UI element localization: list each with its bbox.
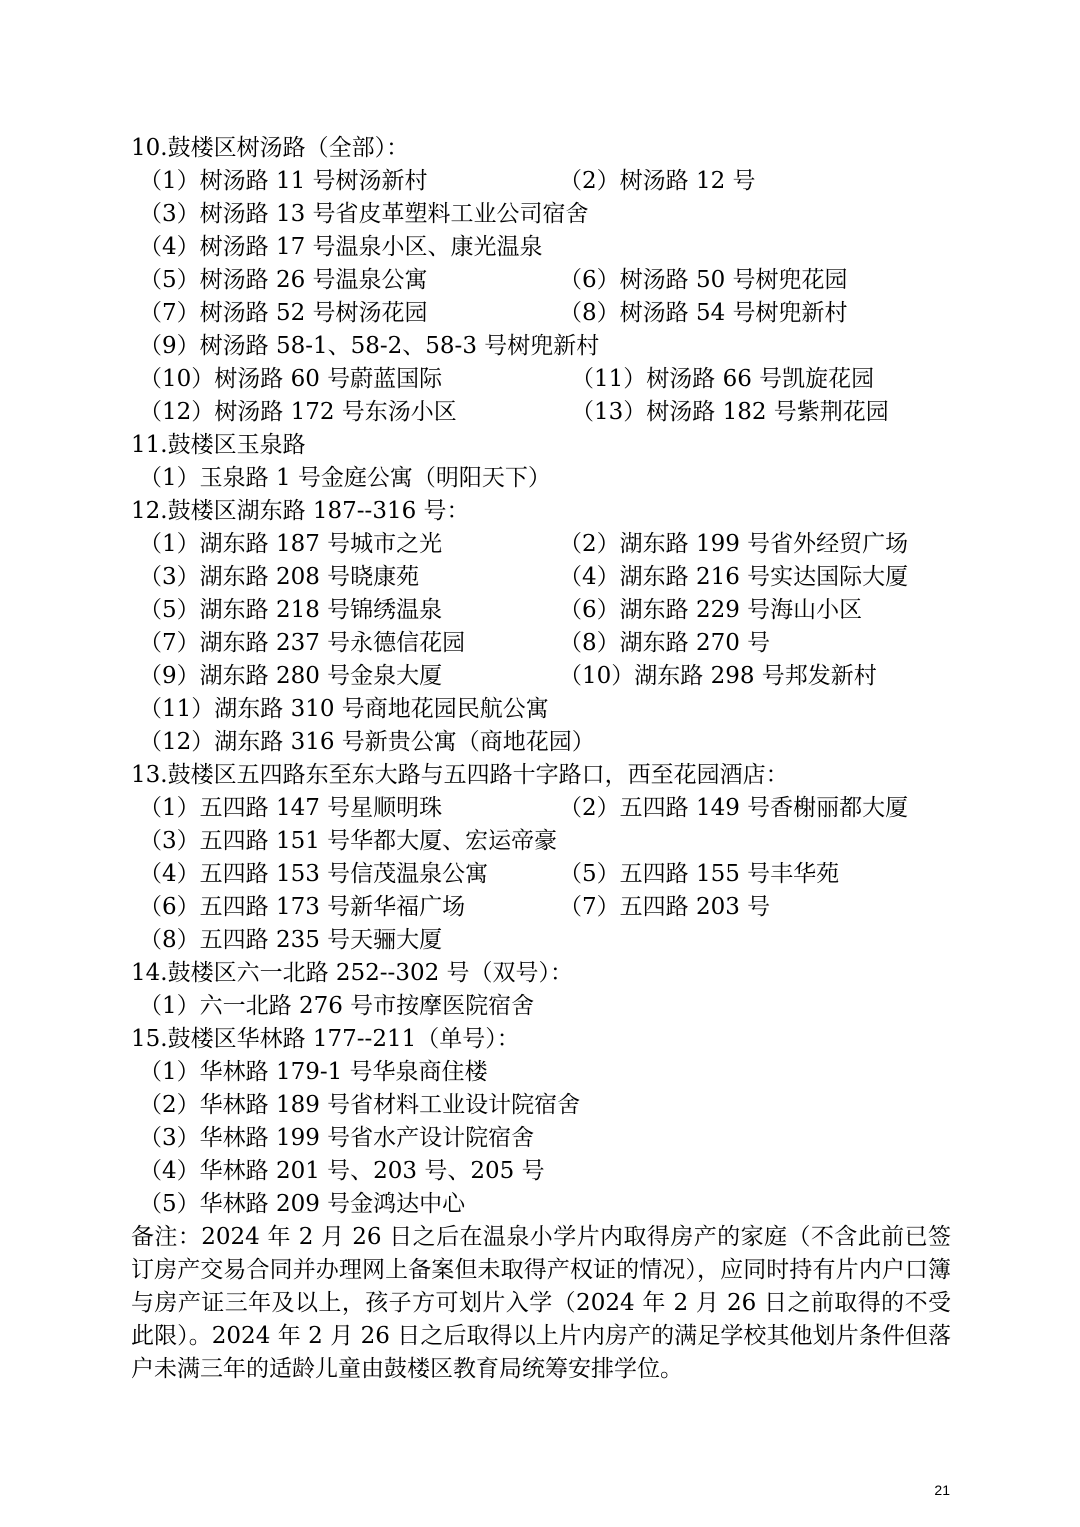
address-item: （1）树汤路 11 号树汤新村: [139, 168, 428, 194]
address-item: （5）湖东路 218 号锦绣温泉: [139, 597, 443, 623]
section-heading: 11.鼓楼区玉泉路: [131, 432, 306, 458]
address-row: [131, 594, 951, 627]
address-item: （8）五四路 235 号天骊大厦: [139, 927, 443, 953]
address-row: [131, 660, 951, 693]
address-item: （6）五四路 173 号新华福广场: [139, 894, 466, 920]
address-item: （3）五四路 151 号华都大厦、宏运帝豪: [139, 828, 558, 854]
section-heading: 15.鼓楼区华林路 177--211（单号）：: [131, 1026, 520, 1052]
address-item: （9）湖东路 280 号金泉大厦: [139, 663, 443, 689]
address-row: [131, 363, 951, 396]
address-item: （9）树汤路 58-1、58-2、58-3 号树兜新村: [139, 333, 600, 359]
address-item: （3）树汤路 13 号省皮革塑料工业公司宿舍: [139, 201, 589, 227]
address-item: （6）湖东路 229 号海山小区: [559, 597, 863, 623]
address-item: （10）树汤路 60 号蔚蓝国际: [139, 366, 443, 392]
address-item: （5）华林路 209 号金鸿达中心: [139, 1191, 466, 1217]
address-item: （6）树汤路 50 号树兜花园: [559, 267, 848, 293]
address-item: （7）树汤路 52 号树汤花园: [139, 300, 428, 326]
address-item: （4）五四路 153 号信茂温泉公寓: [139, 861, 489, 887]
address-row: [131, 891, 951, 924]
address-item: （3）华林路 199 号省水产设计院宿舍: [139, 1125, 535, 1151]
address-item: （4）华林路 201 号、203 号、205 号: [139, 1158, 545, 1184]
address-item: （8）湖东路 270 号: [559, 630, 771, 656]
section-heading: 10.鼓楼区树汤路（全部）：: [131, 135, 410, 161]
address-item: （13）树汤路 182 号紫荆花园: [571, 399, 889, 425]
address-item: （1）玉泉路 1 号金庭公寓（明阳天下）: [139, 465, 551, 491]
address-row: [131, 528, 951, 561]
address-item: （5）树汤路 26 号温泉公寓: [139, 267, 428, 293]
address-row: [131, 264, 951, 297]
address-item: （2）五四路 149 号香榭丽都大厦: [559, 795, 909, 821]
address-item: （4）树汤路 17 号温泉小区、康光温泉: [139, 234, 543, 260]
address-item: （12）湖东路 316 号新贵公寓（商地花园）: [139, 729, 595, 755]
address-item: （1）五四路 147 号星顺明珠: [139, 795, 443, 821]
address-item: （7）五四路 203 号: [559, 894, 771, 920]
address-item: （11）树汤路 66 号凯旋花园: [571, 366, 875, 392]
address-item: （1）华林路 179-1 号华泉商住楼: [139, 1059, 488, 1085]
address-row: [131, 165, 951, 198]
section-heading: 14.鼓楼区六一北路 252--302 号（双号）：: [131, 960, 574, 986]
address-item: （8）树汤路 54 号树兜新村: [559, 300, 848, 326]
address-row: [131, 627, 951, 660]
address-item: （7）湖东路 237 号永德信花园: [139, 630, 466, 656]
remarks-paragraph: 备注：2024 年 2 月 26 日之后在温泉小学片内取得房产的家庭（不含此前已签订房产交易合同并办理网上备案但未取得产权证的情况），应同时持有片内户口簿与房产证三年及以上，孩子方可划片入学（2024 年 2 月 26 日之前取得的不受此限）。2024 年 2 月 26 日之后取得以上片内房产的满足学校其他划片条件但落户未满三年的适龄儿童由鼓楼区教育局统筹安排学位。: [131, 1224, 951, 1382]
address-row: [131, 297, 951, 330]
address-item: （1）六一北路 276 号市按摩医院宿舍: [139, 993, 535, 1019]
address-row: [131, 561, 951, 594]
address-row: [131, 396, 951, 429]
section-heading: 13.鼓楼区五四路东至东大路与五四路十字路口，西至花园酒店：: [131, 762, 789, 788]
page-number: 21: [934, 1482, 950, 1498]
address-item: （12）树汤路 172 号东汤小区: [139, 399, 457, 425]
document-body: [131, 132, 951, 1386]
address-row: [131, 792, 951, 825]
address-item: （1）湖东路 187 号城市之光: [139, 531, 443, 557]
section-heading: 12.鼓楼区湖东路 187--316 号：: [131, 498, 470, 524]
address-row: [131, 858, 951, 891]
address-item: （5）五四路 155 号丰华苑: [559, 861, 840, 887]
address-item: （2）湖东路 199 号省外经贸广场: [559, 531, 909, 557]
address-item: （2）树汤路 12 号: [559, 168, 756, 194]
address-item: （10）湖东路 298 号邦发新村: [559, 663, 877, 689]
address-item: （3）湖东路 208 号晓康苑: [139, 564, 420, 590]
address-item: （4）湖东路 216 号实达国际大厦: [559, 564, 909, 590]
address-item: （11）湖东路 310 号商地花园民航公寓: [139, 696, 549, 722]
address-item: （2）华林路 189 号省材料工业设计院宿舍: [139, 1092, 581, 1118]
